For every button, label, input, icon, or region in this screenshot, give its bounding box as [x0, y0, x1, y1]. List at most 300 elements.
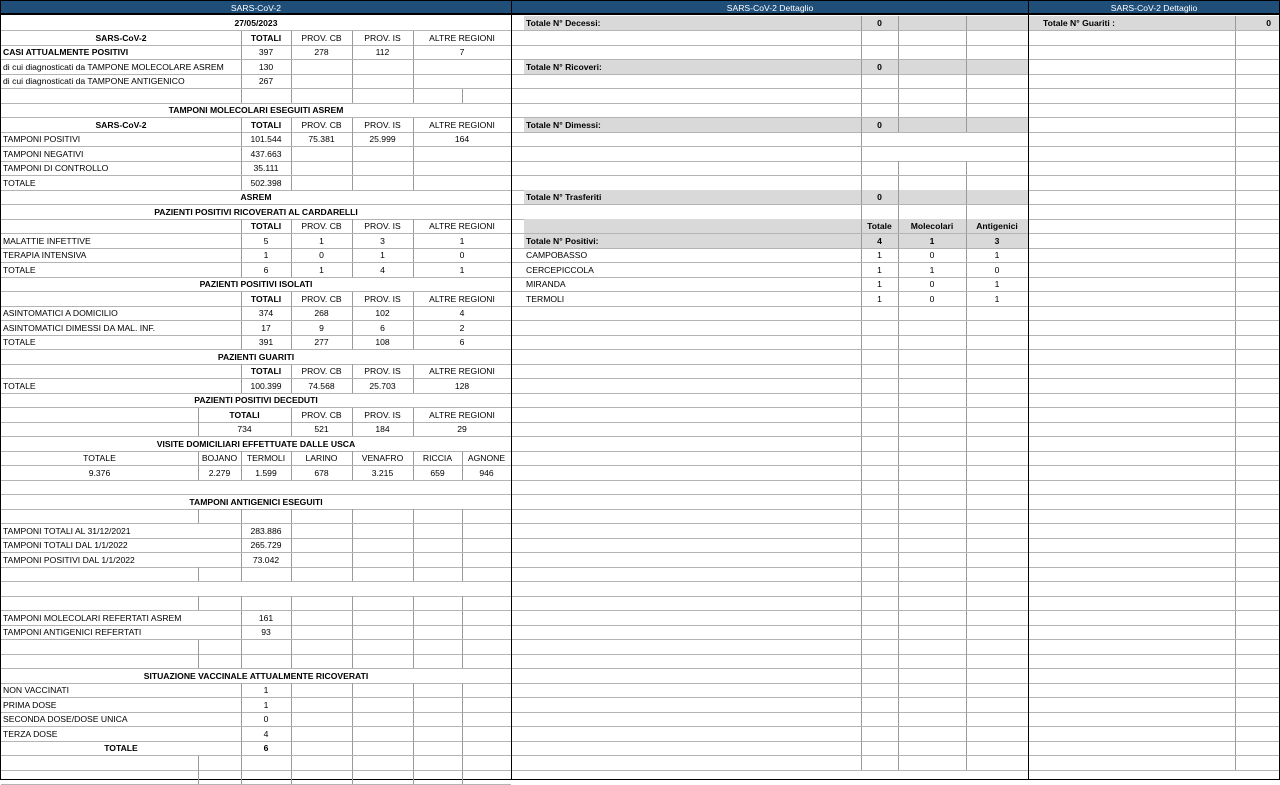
grid-line	[1029, 132, 1279, 133]
row-label: TOTALE	[3, 264, 36, 275]
grid-line	[241, 89, 242, 104]
grid-line	[898, 118, 899, 133]
column-header: PROV. IS	[364, 366, 401, 376]
column-header: PROV. CB	[301, 119, 342, 130]
row-value: 4	[459, 308, 465, 318]
grid-line	[861, 60, 862, 75]
empty-row	[1, 640, 511, 655]
section-title: PAZIENTI POSITIVI DECEDUTI	[194, 395, 318, 405]
empty-row	[512, 176, 1028, 191]
guariti-row	[1, 379, 511, 394]
grid-line	[413, 234, 414, 249]
grid-line	[352, 306, 353, 321]
grid-line	[1029, 596, 1279, 597]
row-value: 25.999	[369, 134, 396, 144]
column-header: TOTALI	[250, 32, 282, 43]
grid-line	[352, 292, 353, 307]
grid-line	[898, 321, 899, 336]
empty-row	[512, 422, 1028, 437]
row-value: 397	[258, 47, 274, 57]
row-value	[352, 176, 413, 191]
row-value: 265.729	[250, 540, 282, 550]
grid-line	[413, 567, 414, 582]
grid-line	[352, 698, 353, 713]
grid-line	[352, 567, 353, 582]
row-label: NON VACCINATI	[3, 685, 70, 695]
row-value: 102	[375, 308, 390, 318]
grid-line	[861, 321, 862, 336]
isolati-row	[1, 335, 511, 350]
row-value	[413, 147, 511, 162]
grid-line	[1235, 698, 1236, 713]
grid-line	[352, 335, 353, 350]
row-label: TERAPIA INTENSIVA	[3, 250, 87, 260]
grid-line	[352, 625, 353, 640]
grid-line	[861, 582, 862, 597]
row-value: 184	[375, 424, 390, 434]
grid-line	[462, 553, 463, 568]
grid-line	[413, 263, 414, 278]
grid-line	[512, 770, 1028, 771]
section-title	[1, 495, 511, 510]
column-header: PROV. IS	[364, 409, 401, 420]
grid-line	[241, 335, 242, 350]
row-value: 93	[261, 627, 271, 637]
grid-line	[898, 451, 899, 466]
grid-line	[966, 509, 967, 524]
grid-line	[1029, 146, 1279, 147]
grid-line	[861, 89, 862, 104]
grid-line	[1029, 349, 1279, 350]
grid-line	[413, 248, 414, 263]
grid-line	[241, 45, 242, 60]
grid-line	[861, 538, 862, 553]
grid-line	[352, 263, 353, 278]
row-label: ASINTOMATICI DIMESSI DA MAL. INF.	[3, 322, 156, 333]
grid-line	[861, 350, 862, 365]
row-value: 946	[479, 467, 494, 478]
grid-line	[1029, 161, 1279, 162]
grid-line	[861, 306, 862, 321]
grid-line	[898, 306, 899, 321]
grid-line	[898, 596, 899, 611]
column-header: PROV. IS	[364, 119, 401, 130]
grid-line	[291, 321, 292, 336]
grid-line	[898, 538, 899, 553]
grid-line	[241, 31, 242, 46]
grid-line	[1029, 567, 1279, 568]
grid-line	[198, 567, 199, 582]
grid-line	[861, 234, 862, 249]
grid-line	[898, 727, 899, 742]
grid-line	[1235, 393, 1236, 408]
grid-line	[861, 596, 862, 611]
grid-line	[291, 74, 292, 89]
grid-line	[413, 698, 414, 713]
grid-line	[413, 727, 414, 742]
vaccini-row	[1, 712, 511, 727]
grid-line	[352, 712, 353, 727]
grid-line	[241, 611, 242, 626]
report-date	[1, 16, 511, 31]
grid-line	[1029, 770, 1279, 771]
grid-line	[1235, 756, 1236, 771]
comune-row	[512, 277, 1028, 292]
grid-line	[413, 74, 414, 89]
grid-line	[1235, 640, 1236, 655]
panel-guariti	[1028, 0, 1280, 780]
column-header: TOTALI	[250, 119, 282, 130]
grid-line	[861, 190, 862, 205]
grid-line	[198, 466, 199, 481]
row-value: 164	[454, 134, 470, 144]
grid-line	[291, 147, 292, 162]
grid-line	[1235, 553, 1236, 568]
grid-line	[413, 161, 414, 176]
row-value: 0	[994, 264, 1000, 275]
grid-line	[861, 625, 862, 640]
grid-line	[966, 625, 967, 640]
section-title: PAZIENTI POSITIVI RICOVERATI AL CARDARELLI	[154, 206, 358, 217]
empty-row	[512, 596, 1028, 611]
grid-line	[1235, 712, 1236, 727]
row-value: 0	[459, 250, 465, 260]
empty-row	[512, 480, 1028, 495]
empty-row	[512, 45, 1028, 60]
grid-line	[898, 625, 899, 640]
row-value	[352, 147, 413, 162]
grid-line	[352, 219, 353, 234]
grid-line	[291, 683, 292, 698]
grid-line	[1235, 727, 1236, 742]
column-header: PROV. CB	[301, 409, 342, 420]
grid-line	[966, 321, 967, 336]
row-value: 1	[877, 250, 882, 260]
row-value: 6	[263, 264, 269, 275]
row-value: 734	[237, 424, 252, 434]
antigenici-row	[1, 553, 511, 568]
grid-line	[198, 422, 199, 437]
grid-line	[241, 74, 242, 89]
empty-row	[512, 756, 1028, 771]
grid-line	[241, 321, 242, 336]
grid-line	[291, 248, 292, 263]
grid-line	[861, 147, 862, 162]
grid-line	[352, 89, 353, 104]
guariti-row	[1029, 16, 1279, 31]
column-header: PROV. CB	[301, 221, 342, 231]
vaccini-row	[1, 683, 511, 698]
grid-line	[291, 625, 292, 640]
grid-line	[898, 495, 899, 510]
grid-line	[291, 741, 292, 756]
grid-line	[352, 683, 353, 698]
row-value: 1	[877, 264, 882, 275]
grid-line	[291, 219, 292, 234]
empty-row	[1, 596, 511, 611]
row-value: 35.111	[253, 163, 279, 173]
row-label: TAMPONI TOTALI DAL 1/1/2022	[3, 540, 128, 550]
grid-line	[861, 495, 862, 510]
section-title	[1, 350, 511, 365]
grid-line	[291, 263, 292, 278]
grid-line	[966, 756, 967, 771]
empty-row	[1, 770, 511, 785]
grid-line	[1235, 16, 1236, 31]
grid-line	[1235, 350, 1236, 365]
tamponi-row	[1, 132, 511, 147]
grid-line	[462, 683, 463, 698]
grid-line	[966, 640, 967, 655]
section-title	[1, 669, 511, 684]
row-label: TOTALE	[3, 380, 36, 391]
grid-line	[966, 437, 967, 452]
grid-line	[1029, 625, 1279, 626]
grid-line	[291, 60, 292, 75]
grid-line	[898, 553, 899, 568]
section-title: PAZIENTI POSITIVI ISOLATI	[199, 279, 313, 289]
total-label: Totale N° Positivi:	[526, 235, 599, 246]
grid-line	[413, 553, 414, 568]
grid-line	[861, 364, 862, 379]
empty-row	[1, 756, 511, 771]
grid-line	[898, 103, 899, 118]
row-value: 678	[314, 467, 329, 478]
grid-line	[1029, 741, 1279, 742]
grid-line	[413, 611, 414, 626]
row-value: 4	[380, 264, 385, 275]
grid-line	[241, 727, 242, 742]
row-label: di cui diagnosticati da TAMPONE MOLECOLARE ASREM	[3, 61, 224, 72]
row-label: TAMPONI POSITIVI DAL 1/1/2022	[3, 554, 135, 565]
grid-line	[241, 161, 242, 176]
row-label: PRIMA DOSE	[3, 699, 57, 710]
grid-line	[861, 408, 862, 423]
grid-line	[462, 451, 463, 466]
header-row	[1, 31, 511, 46]
grid-line	[1235, 335, 1236, 350]
grid-line	[291, 335, 292, 350]
grid-line	[462, 524, 463, 539]
grid-line	[413, 306, 414, 321]
grid-line	[1029, 451, 1279, 452]
row-value: 25.703	[369, 380, 396, 391]
empty-row	[512, 727, 1028, 742]
grid-line	[1235, 625, 1236, 640]
trasferiti-row	[512, 190, 1028, 205]
row-label: TOTALE	[3, 177, 36, 188]
grid-line	[291, 567, 292, 582]
grid-line	[413, 538, 414, 553]
grid-line	[898, 640, 899, 655]
row-label: CASI ATTUALMENTE POSITIVI	[3, 47, 129, 57]
empty-row	[512, 712, 1028, 727]
grid-line	[1029, 509, 1279, 510]
grid-line	[966, 277, 967, 292]
grid-line	[1029, 45, 1279, 46]
grid-line	[898, 422, 899, 437]
empty-row	[512, 393, 1028, 408]
grid-line	[861, 451, 862, 466]
grid-line	[1029, 436, 1279, 437]
grid-line	[898, 31, 899, 46]
grid-line	[241, 263, 242, 278]
grid-line	[198, 509, 199, 524]
tamponi-row	[1, 176, 511, 191]
empty-row	[512, 567, 1028, 582]
grid-line	[861, 45, 862, 60]
grid-line	[861, 524, 862, 539]
section-title	[1, 393, 511, 408]
grid-line	[1029, 668, 1279, 669]
grid-line	[241, 364, 242, 379]
column-header: PROV. IS	[364, 293, 401, 304]
grid-line	[1029, 465, 1279, 466]
grid-line	[966, 350, 967, 365]
grid-line	[512, 146, 1028, 147]
grid-line	[291, 89, 292, 104]
header-row	[1, 118, 511, 133]
grid-line	[198, 756, 199, 771]
row-value: 5	[263, 235, 269, 246]
row-label: TAMPONI ANTIGENICI REFERTATI	[3, 627, 142, 637]
grid-line	[1235, 176, 1236, 191]
empty-row	[512, 408, 1028, 423]
grid-line	[861, 509, 862, 524]
grid-line	[966, 480, 967, 495]
tamponi-row	[1, 161, 511, 176]
section-title: SITUAZIONE VACCINALE ATTUALMENTE RICOVERATI	[143, 670, 369, 681]
grid-line	[898, 234, 899, 249]
column-header: TERMOLI	[246, 453, 286, 463]
row-value: 1	[994, 250, 1000, 260]
grid-line	[861, 683, 862, 698]
grid-line	[352, 31, 353, 46]
grid-line	[352, 756, 353, 771]
row-value	[291, 147, 352, 162]
decessi-row	[512, 16, 1028, 31]
antigenici-row	[1, 524, 511, 539]
grid-line	[291, 596, 292, 611]
comune-row	[512, 248, 1028, 263]
grid-line	[1235, 538, 1236, 553]
grid-line	[1029, 364, 1279, 365]
grid-line	[898, 698, 899, 713]
grid-line	[966, 16, 967, 31]
grid-line	[1029, 697, 1279, 698]
row-value: 112	[375, 47, 390, 57]
grid-line	[413, 89, 414, 104]
grid-line	[1235, 582, 1236, 597]
grid-line	[1235, 437, 1236, 452]
grid-line	[1029, 538, 1279, 539]
grid-line	[413, 654, 414, 669]
empty-row	[512, 553, 1028, 568]
grid-line	[861, 31, 862, 46]
grid-line	[352, 147, 353, 162]
grid-line	[1235, 480, 1236, 495]
asrem-label	[1, 190, 511, 205]
grid-line	[1235, 451, 1236, 466]
grid-line	[1029, 393, 1279, 394]
grid-line	[966, 31, 967, 46]
empty-row	[512, 683, 1028, 698]
grid-line	[352, 509, 353, 524]
grid-line	[413, 335, 414, 350]
section-title	[1, 205, 511, 220]
grid-line	[1029, 320, 1279, 321]
grid-line	[352, 248, 353, 263]
grid-line	[1029, 335, 1279, 336]
row-label: SECONDA DOSE/DOSE UNICA	[3, 714, 128, 724]
grid-line	[898, 509, 899, 524]
grid-line	[291, 756, 292, 771]
grid-line	[1029, 552, 1279, 553]
row-value: 1	[263, 250, 269, 260]
grid-line	[898, 393, 899, 408]
grid-line	[898, 16, 899, 31]
antigenici-row	[1, 538, 511, 553]
row-value: 1	[263, 685, 269, 695]
empty-row	[1, 567, 511, 582]
deceduti-row	[1, 422, 511, 437]
grid-line	[898, 567, 899, 582]
grid-line	[352, 132, 353, 147]
comune-row	[512, 292, 1028, 307]
grid-line	[966, 727, 967, 742]
grid-line	[198, 770, 199, 785]
row-value: 391	[258, 337, 274, 347]
tamponi-row	[1, 147, 511, 162]
row-value: 0	[929, 250, 935, 260]
row-value	[413, 176, 511, 191]
grid-line	[462, 741, 463, 756]
grid-line	[898, 741, 899, 756]
grid-line	[241, 654, 242, 669]
total-value: 0	[1266, 18, 1271, 28]
grid-line	[1029, 639, 1279, 640]
empty-row	[512, 31, 1028, 46]
grid-line	[1029, 190, 1279, 191]
grid-line	[413, 756, 414, 771]
grid-line	[1235, 408, 1236, 423]
column-header: Molecolari	[910, 221, 954, 231]
grid-line	[966, 611, 967, 626]
column-header: ALTRE REGIONI	[429, 409, 495, 420]
header-row	[1, 364, 511, 379]
grid-line	[861, 103, 862, 118]
grid-line	[861, 277, 862, 292]
grid-line	[1235, 567, 1236, 582]
row-value: 108	[375, 337, 390, 347]
grid-line	[1235, 161, 1236, 176]
row-value: 3	[380, 235, 385, 246]
grid-line	[966, 45, 967, 60]
grid-line	[291, 132, 292, 147]
grid-line	[898, 176, 899, 191]
grid-line	[291, 292, 292, 307]
empty-row	[512, 582, 1028, 597]
header-row	[1, 408, 511, 423]
grid-line	[291, 524, 292, 539]
total-value: 1	[929, 235, 935, 246]
row-value: 6	[380, 322, 385, 333]
grid-line	[462, 538, 463, 553]
grid-line	[966, 538, 967, 553]
grid-line	[966, 190, 967, 205]
grid-line	[861, 379, 862, 394]
total-label: Totale N° Dimessi:	[526, 119, 601, 130]
